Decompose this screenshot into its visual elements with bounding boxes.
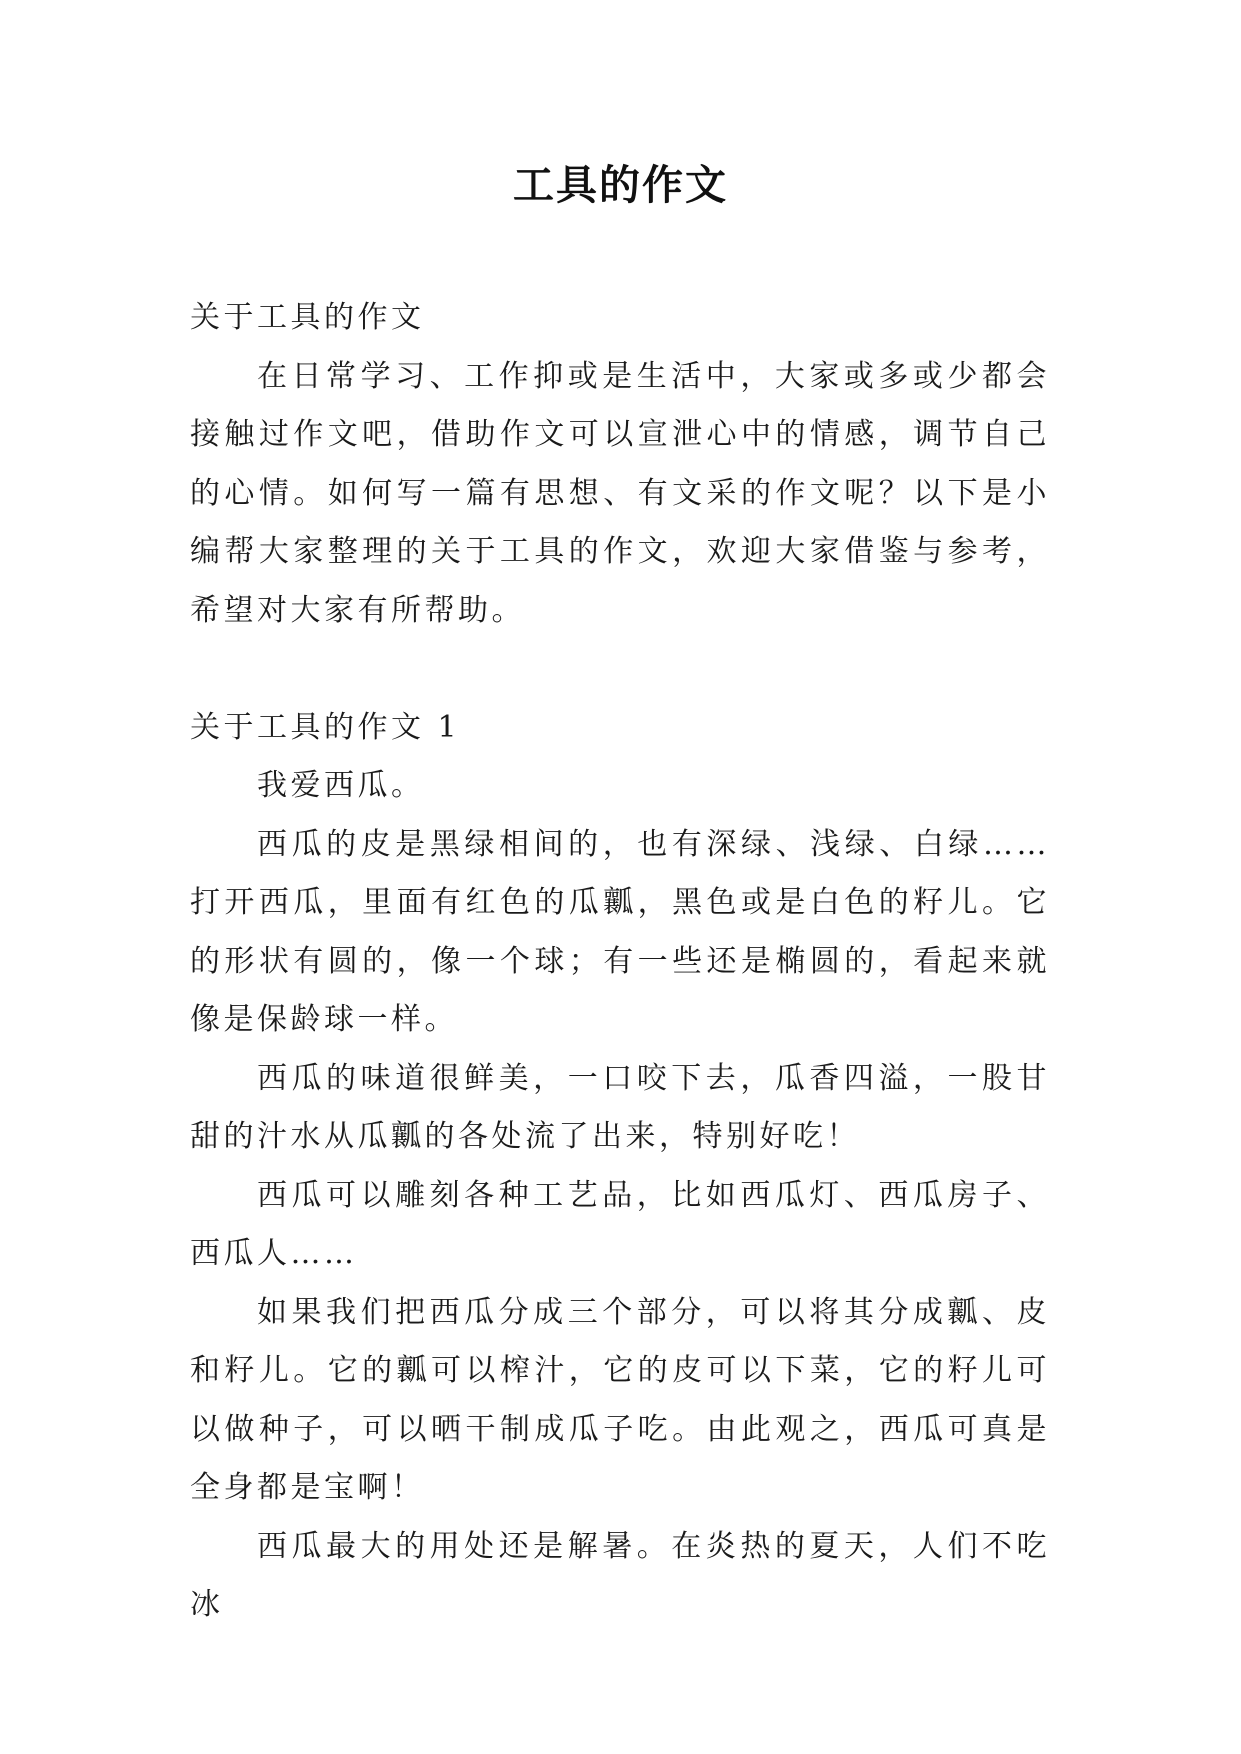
paragraph-spacer bbox=[190, 640, 1050, 699]
intro-paragraph: 在日常学习、工作抑或是生活中，大家或多或少都会接触过作文吧，借助作文可以宣泄心中的情感，调节自己的心情。如何写一篇有思想、有文采的作文呢？以下是小编帮大家整理的关于工具的作文，欢迎大家借鉴与参考，希望对大家有所帮助。 bbox=[190, 358, 1050, 628]
body-paragraph: 西瓜的皮是黑绿相间的，也有深绿、浅绿、白绿……打开西瓜，里面有红色的瓜瓤，黑色或是白色的籽儿。它的形状有圆的，像一个球；有一些还是椭圆的，看起来就像是保龄球一样。 bbox=[190, 826, 1050, 1037]
section-heading: 关于工具的作文 1 bbox=[190, 709, 461, 745]
body-paragraph: 如果我们把西瓜分成三个部分，可以将其分成瓤、皮和籽儿。它的瓤可以榨汁，它的皮可以下菜，它的籽儿可以做种子，可以晒干制成瓜子吃。由此观之，西瓜可真是全身都是宝啊！ bbox=[190, 1294, 1050, 1505]
body-paragraph: 西瓜的味道很鲜美，一口咬下去，瓜香四溢，一股甘甜的汁水从瓜瓤的各处流了出来，特别好吃！ bbox=[190, 1060, 1050, 1154]
body-paragraph: 我爱西瓜。 bbox=[257, 768, 425, 803]
document-title: 工具的作文 bbox=[513, 161, 728, 209]
body-paragraph: 西瓜可以雕刻各种工艺品，比如西瓜灯、西瓜房子、西瓜人…… bbox=[190, 1177, 1050, 1271]
document-body bbox=[190, 289, 1050, 1635]
body-paragraph: 西瓜最大的用处还是解暑。在炎热的夏天，人们不吃冰 bbox=[190, 1528, 1050, 1622]
intro-heading: 关于工具的作文 bbox=[190, 300, 425, 335]
